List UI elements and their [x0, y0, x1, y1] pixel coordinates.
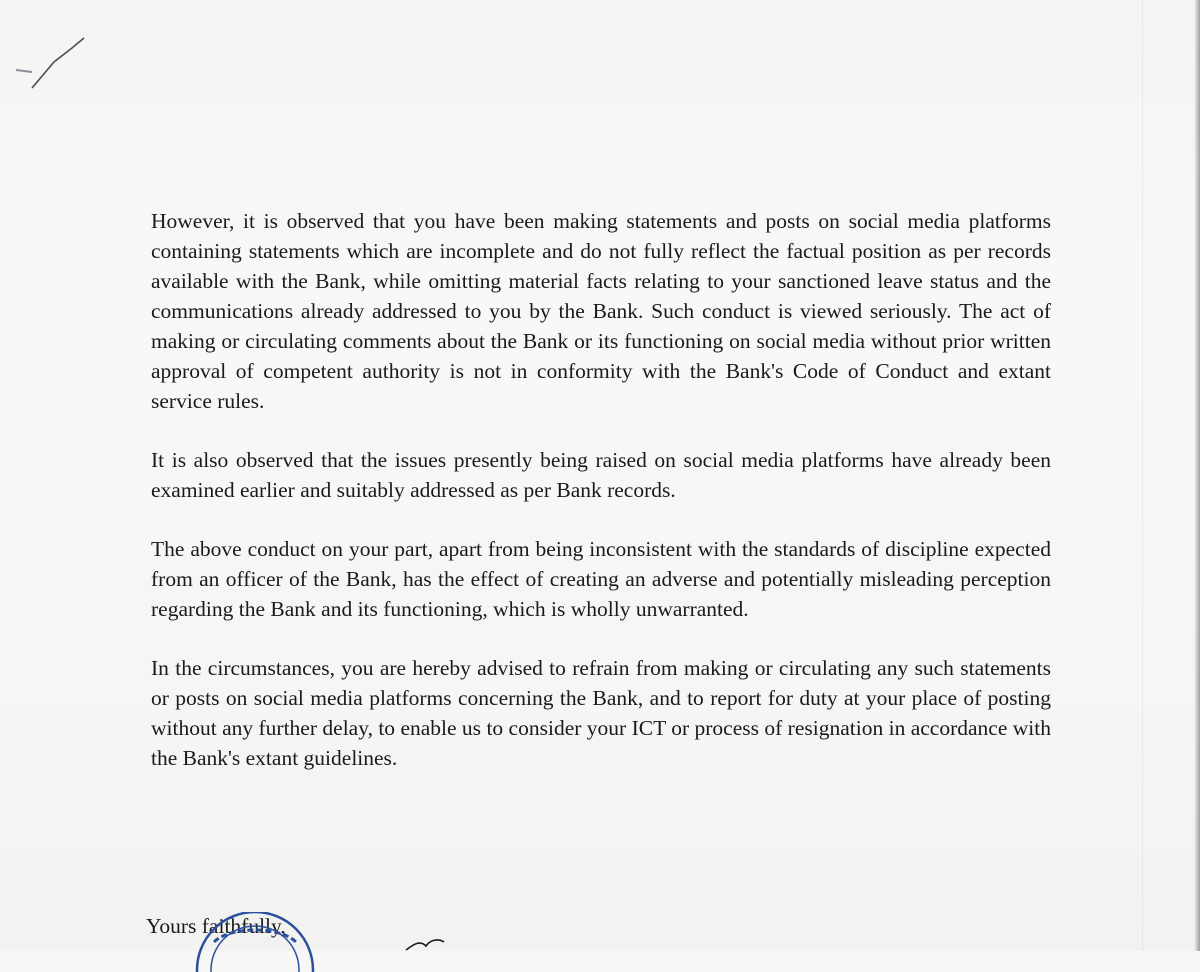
paper-edge-shadow: [1194, 0, 1200, 951]
paragraph-advice-report-duty: In the circumstances, you are hereby advised to refrain from making or circulating any such statements or posts on social media platforms concerning the Bank, and to report for duty at your place of posting without any further delay, to enable us to consider your ICT or process of resignation in accordance with the Bank's extant guidelines.: [151, 656, 1051, 770]
paragraph-social-media-conduct: However, it is observed that you have been making statements and posts on social media platforms containing statements which are incomplete and do not fully reflect the factual position as per records available with the Bank, while omitting material facts relating to your sanctioned leave status and the communications already addressed to you by the Bank. Such conduct is viewed seriously. The act of making or circulating comments about the Bank or its functioning on social media without prior written approval of competent authority is not in conformity with the Bank's Code of Conduct and extant service rules.: [151, 209, 1051, 413]
pen-mark-icon: [14, 34, 94, 94]
signature-stroke-icon: [404, 936, 464, 951]
letter-body: [151, 206, 1051, 802]
paper-fold-line: [1142, 0, 1143, 951]
bank-seal-stamp-icon: [180, 912, 330, 972]
closing-salutation: Yours faithfully,: [146, 914, 286, 938]
paragraph-issues-addressed: It is also observed that the issues presently being raised on social media platforms have already been examined earlier and suitably addressed as per Bank records.: [151, 448, 1051, 502]
paragraph-misleading-perception: The above conduct on your part, apart from being inconsistent with the standards of discipline expected from an officer of the Bank, has the effect of creating an adverse and potentially misleading perception regarding the Bank and its functioning, which is wholly unwarranted.: [151, 537, 1051, 621]
